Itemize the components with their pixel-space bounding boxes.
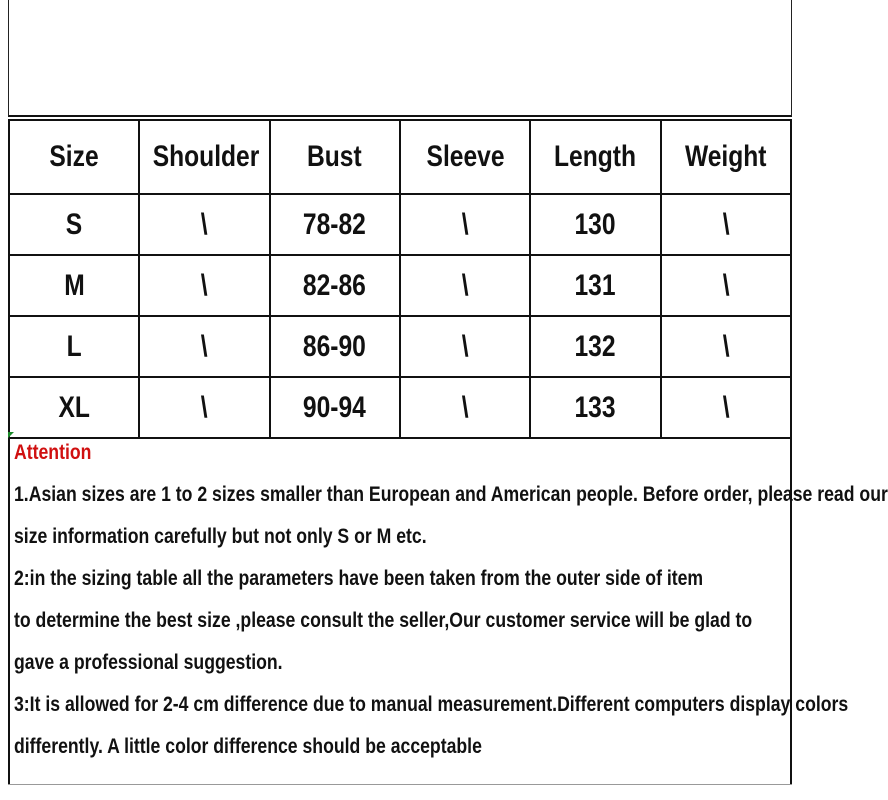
table-cell xyxy=(661,377,791,438)
cell-text: \ xyxy=(461,268,469,302)
cell-text: \ xyxy=(461,390,469,424)
table-cell xyxy=(9,194,139,255)
cell-text: \ xyxy=(201,268,208,302)
cell-text: \ xyxy=(722,329,730,363)
table-row xyxy=(9,194,791,255)
header-size xyxy=(9,120,139,194)
size-chart-table xyxy=(8,119,792,439)
table-cell xyxy=(270,377,400,438)
note-line: gave a professional suggestion. xyxy=(14,651,283,674)
table-cell xyxy=(9,316,139,377)
cell-text: \ xyxy=(201,329,208,363)
table-row xyxy=(9,377,791,438)
table-row xyxy=(9,255,791,316)
header-shoulder-text: Shoulder xyxy=(153,140,260,173)
attention-heading: Attention xyxy=(14,441,92,464)
cell-text: XL xyxy=(58,390,90,424)
attention-notes xyxy=(8,432,888,784)
header-size-text: Size xyxy=(49,140,99,173)
cell-text: \ xyxy=(201,207,208,241)
header-length-text: Length xyxy=(554,140,637,173)
note-line: 3:It is allowed for 2-4 cm difference due to manual measurement.Different computers display colors xyxy=(14,693,849,716)
cell-text: L xyxy=(66,329,82,363)
cell-text: 82-86 xyxy=(303,268,367,302)
table-cell xyxy=(400,194,530,255)
header-sleeve xyxy=(400,120,530,194)
note-line: differently. A little color difference should be acceptable xyxy=(14,735,482,758)
table-cell xyxy=(400,377,530,438)
cell-text: 133 xyxy=(574,390,616,424)
table-cell xyxy=(661,255,791,316)
cell-text: \ xyxy=(201,390,208,424)
note-line: size information carefully but not only S or M etc. xyxy=(14,525,427,548)
table-cell xyxy=(139,255,269,316)
table-row xyxy=(9,316,791,377)
bottom-divider xyxy=(8,784,792,785)
table-cell xyxy=(530,377,660,438)
cell-text: 90-94 xyxy=(303,390,367,424)
note-line: 2:in the sizing table all the parameters have been taken from the outer side of item xyxy=(14,567,704,590)
header-length xyxy=(530,120,660,194)
table-cell xyxy=(270,194,400,255)
table-cell xyxy=(9,255,139,316)
table-header-row xyxy=(9,120,791,194)
cell-text: M xyxy=(63,268,85,302)
cell-text: \ xyxy=(722,268,730,302)
header-bust-text: Bust xyxy=(307,140,363,173)
table-cell xyxy=(400,255,530,316)
cell-text: \ xyxy=(461,207,469,241)
table-cell xyxy=(139,194,269,255)
header-weight-text: Weight xyxy=(685,140,767,173)
table-cell xyxy=(270,255,400,316)
cell-text: 78-82 xyxy=(303,207,367,241)
table-cell xyxy=(139,316,269,377)
table-cell xyxy=(530,194,660,255)
table-cell xyxy=(139,377,269,438)
cell-text: S xyxy=(65,207,83,241)
cell-text: \ xyxy=(722,207,730,241)
table-cell xyxy=(661,316,791,377)
note-line: to determine the best size ,please consult the seller,Our customer service will be glad to xyxy=(14,609,753,632)
cell-text: 86-90 xyxy=(303,329,367,363)
cell-text: 131 xyxy=(574,268,616,302)
header-shoulder xyxy=(139,120,269,194)
table-cell xyxy=(530,255,660,316)
table-cell xyxy=(400,316,530,377)
header-sleeve-text: Sleeve xyxy=(426,140,505,173)
header-weight xyxy=(661,120,791,194)
cell-corner-marker xyxy=(8,432,14,438)
cell-text: 132 xyxy=(574,329,616,363)
cell-text: \ xyxy=(461,329,469,363)
table-cell xyxy=(9,377,139,438)
table-cell xyxy=(270,316,400,377)
cell-text: \ xyxy=(722,390,730,424)
table-cell xyxy=(530,316,660,377)
blank-spreadsheet-area xyxy=(8,0,792,117)
note-line: 1.Asian sizes are 1 to 2 sizes smaller than European and American people. Before order, please read our xyxy=(14,483,888,506)
table-cell xyxy=(661,194,791,255)
header-bust xyxy=(270,120,400,194)
cell-text: 130 xyxy=(574,207,616,241)
